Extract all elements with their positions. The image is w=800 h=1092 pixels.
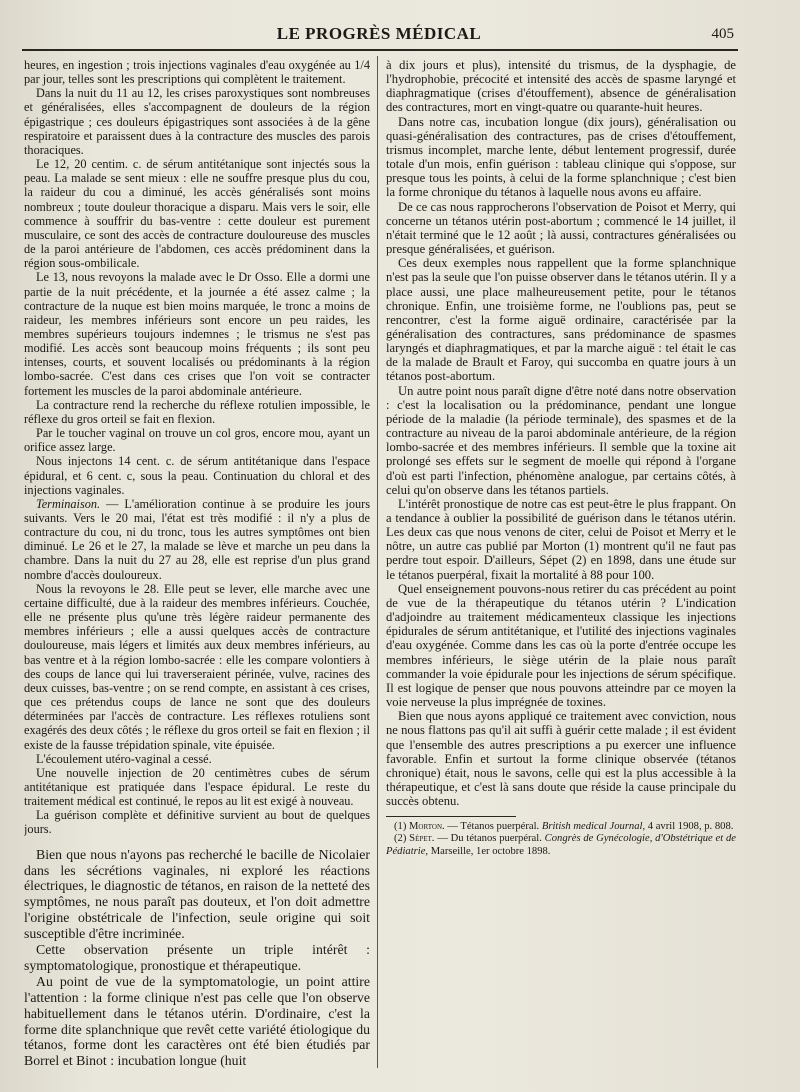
paragraph: L'intérêt pronostique de notre cas est peut-être le plus frappant. On a tendance à oublier la possibilité de guérison dans le tétanos utérin. Les deux cas que nous venons de citer, celui de Poisot et Merry et le nôtre, un autre cas publié par Morton (1) montrent qu'il ne faut pas perdre tout espoir. D'ailleurs, Sépet (2) en 1898, dans une étude sur le tétanos puerpéral, fixait la mortalité à 88 pour 100. [386, 496, 736, 582]
paragraph: Cette observation présente un triple intérêt : symptomatologique, pronostique et thérapeutique. [24, 942, 370, 973]
journal-title: LE PROGRÈS MÉDICAL [276, 24, 482, 43]
left-column [24, 58, 370, 1070]
footnote-marker: (2) [394, 833, 410, 845]
paragraph: Nous la revoyons le 28. Elle peut se lever, elle marche avec une certaine difficulté, due à la raideur des membres inférieurs. Couchée, elle ne présente plus qu'une très légère raideur permanente des membres inférieurs ; elle a aussi quelques accès de contracture douloureuse, mais légers et limités aux deux membres inférieurs, au bas ventre et à la région lombo-sacrée : elle les compare volontiers à des coups de lance qui lui traverseraient périnée, vulve, racines des deux cuisses, bas-ventre ; on se rend compte, en assistant à ces crises, que ces prétendus coups de lance ne sont que des douleurs déterminées par l'accès de contracture. Les réflexes rotuliens sont exagérés des deux côtés ; le réflexe du gros orteil se fait en flexion ; il existe de la fausse trépidation spinale, vite épuisée. [24, 581, 370, 752]
paragraph-terminaison [24, 497, 370, 582]
footnotes [386, 821, 736, 858]
paragraph: à dix jours et plus), intensité du trismus, de la dysphagie, de l'hydrophobie, précocité et intensité des accès de spasme laryngé et diaphragmatique (crises d'étouffement), absence de généralisation des contractures, mort en vingt-quatre ou quarante-huit heures. [386, 58, 736, 115]
footnote-journal: British medical Journal, [541, 821, 646, 833]
paragraph: Le 13, nous revoyons la malade avec le Dr Osso. Elle a dormi une partie de la nuit précédente, et la journée a été assez calme ; la contracture de la nuque est bien moins marquée, le tronc a moins de raideur, les membres inférieurs sont encore un peu raides, les membres supérieurs toujours indemnes ; le trismus ne s'est pas modifié. Les accès sont beaucoup moins fréquents ; ils sont peu intenses, courts, et souvent localisés ou prédominants à la région lombo-sacrée. C'est dans ces crises que l'on voit se contracter fortement les muscles de la paroi abdominale antérieure. [24, 270, 370, 398]
footnote-title: — Tétanos puerpéral. [444, 821, 542, 833]
paragraph: Bien que nous ayons appliqué ce traitement avec conviction, nous ne nous flattons pas qu'il ait suffi à guérir cette malade ; il est évident que l'ensemble des autres prescriptions a pu exercer une influence favorable. Enfin et surtout la forme clinique observée (tétanos chronique) était, nous le savons, celle qui est la plus accessible à la thérapeutique, et c'est là sans doute que réside la cause principale du succès obtenu. [386, 709, 736, 809]
page-header [24, 24, 734, 46]
footnote-1 [386, 821, 736, 833]
discussion-text [24, 847, 370, 1070]
paragraph: Par le toucher vaginal on trouve un col gros, encore mou, ayant un orifice assez large. [24, 426, 370, 455]
page-number: 405 [711, 26, 734, 42]
paragraph: Le 12, 20 centim. c. de sérum antitétanique sont injectés sous la peau. La malade se sent mieux : elle ne souffre presque plus du cou, la raideur du cou a diminué, les accès généralisés sont moins nombreux ; toute douleur thoracique a disparu. Mais vers le soir, elle commence à souffrir du bas-ventre : cette douleur est purement musculaire, ce sont des accès de contracture douloureuse des muscles de la paroi antérieure de l'abdomen, ces accès prédominent dans la région sous-ombilicale. [24, 157, 370, 271]
footnote-author: Sépet. [409, 833, 435, 845]
footnote-author: Morton. [409, 821, 445, 833]
paragraph: Bien que nous n'ayons pas recherché le bacille de Nicolaier dans les sécrétions vaginales, ni exploré les réactions électriques, le diagnostic de tétanos, en raison de la netteté des symptômes, ne nous paraît pas douteux, et l'on doit admettre l'origine obstétricale de l'infection, seule origine qui soit susceptible d'être incriminée. [24, 846, 370, 942]
footnote-rule [386, 816, 516, 817]
paragraph: Nous injectons 14 cent. c. de sérum antitétanique dans l'espace épidural, et 6 cent. c, sous la peau. Continuation du chloral et des injections vaginales. [24, 454, 370, 497]
header-rule [22, 49, 738, 51]
case-observation-text [24, 58, 370, 837]
footnote-2 [386, 833, 736, 857]
section-label: Terminaison. [36, 496, 101, 511]
footnote-details: Marseille, 1er octobre 1898. [428, 845, 551, 857]
footnote-marker: (1) [394, 821, 410, 833]
paragraph: heures, en ingestion ; trois injections vaginales d'eau oxygénée au 1/4 par jour, telles sont les prescriptions qui complètent le traitement. [24, 58, 370, 87]
paragraph: Quel enseignement pouvons-nous retirer du cas précédent au point de vue de la thérapeutique du tétanos utérin ? L'indication d'adjoindre au traitement médicamenteux classique les injections épidurales de sérum antitétanique, et l'utilité des injections vaginales d'eau oxygénée. Comme dans les cas où la porte d'entrée occupe les membres inférieurs, le siège utérin de la plaie nous paraît commander la voie épidurale pour les injections de sérum spécifique. Il est logique de penser que nous pouvons atteindre par ce moyen la voie nerveuse la plus imprégnée de toxines. [386, 581, 736, 710]
paragraph-text: — L'amélioration continue à se produire les jours suivants. Vers le 20 mai, l'état est très modifié : il n'y a plus de contracture du cou, ni du tronc, tous les autres symptômes ont bien diminué. Le 26 et le 27, la malade se lève et marche un peu dans la chambre. Dans la nuit du 27 au 28, elle est reprise d'un plus grand nombre d'accès douloureux. [24, 496, 370, 582]
paragraph: Au point de vue de la symptomatologie, un point attire l'attention : la forme clinique n'est pas celle que l'on observe habituellement dans le tétanos utérin. D'ordinaire, c'est la forme dite splanchnique que revêt cette variété étiologique du tétanos, forme dont les caractères ont été bien étudiés par Borrel et Binot : incubation longue (huit [24, 973, 370, 1069]
footnote-journal: Congrès de Gynécologie, d'Obstétrique et de Pédiatrie, [386, 833, 736, 857]
paragraph: La guérison complète et définitive survient au bout de quelques jours. [24, 808, 370, 837]
paragraph: De ce cas nous rapprocherons l'observation de Poisot et Merry, qui concerne un tétanos utérin post-abortum ; commencé le 14 juillet, il n'était terminé que le 12 août ; là aussi, contractures généralisées ou presque généralisées, et guérison. [386, 199, 736, 257]
right-column [386, 58, 736, 1070]
paragraph: Une nouvelle injection de 20 centimètres cubes de sérum antitétanique est pratiquée dans l'espace épidural. Le reste du traitement médical est continué, le repos au lit est exigé à nouveau. [24, 765, 370, 809]
paragraph: Un autre point nous paraît digne d'être noté dans notre observation : c'est la localisation ou la prédominance, pendant une longue période de la maladie (la période terminale), des spasmes et de la contracture au niveau de la paroi abdominale antérieure, de la région lombo-sacrée et des membres inférieurs. Il semble que la toxine ait prolongé ses effets sur le segment de moelle qui répond à l'organe d'où est parti l'infection, phénomène analogue, par certains côtés, à celui qu'on observe dans les tétanos partiels. [386, 383, 736, 497]
column-divider [377, 56, 378, 1068]
footnote-title: — Du tétanos puerpéral. [434, 833, 545, 845]
paragraph: La contracture rend la recherche du réflexe rotulien impossible, le réflexe du gros orteil se fait en flexion. [24, 397, 370, 426]
paragraph: Ces deux exemples nous rappellent que la forme splanchnique n'est pas la seule que l'on puisse observer dans le tétanos utérin. Il y a place aussi, une place malheureusement petite, pour le tétanos chronique. Enfin, une troisième forme, ne l'oublions pas, peut se rencontrer, c'est la forme aiguë ordinaire, caractérisée par la généralisation des contractures, sans prédominance de spasmes laryngés et diaphragmatiques, et par la marche aiguë : tel était le cas de la malade de Brault et Faroy, qui succomba en quatre jours à un tétanos post-abortum. [386, 256, 736, 384]
paragraph: Dans notre cas, incubation longue (dix jours), généralisation ou quasi-généralisation des contractures, pas de crises d'étouffement, trismus incomplet, marche lente, début lentement progressif, durée totale d'un mois, enfin guérison : tableau clinique qui s'oppose, sur presque tous les points, à celui de la forme splanchnique ; c'est bien la forme chronique du tétanos à laquelle nous avons eu affaire. [386, 114, 736, 200]
paragraph: Dans la nuit du 11 au 12, les crises paroxystiques sont nombreuses et généralisées, elles s'accompagnent de douleurs de la région épigastrique ; ces douleurs épigastriques sont associées à de la gêne respiratoire et paraissent dues à la contracture des muscles des parois thoraciques. [24, 86, 370, 157]
footnote-details: 4 avril 1908, p. 808. [645, 821, 734, 833]
paragraph: L'écoulement utéro-vaginal a cessé. [36, 751, 212, 766]
